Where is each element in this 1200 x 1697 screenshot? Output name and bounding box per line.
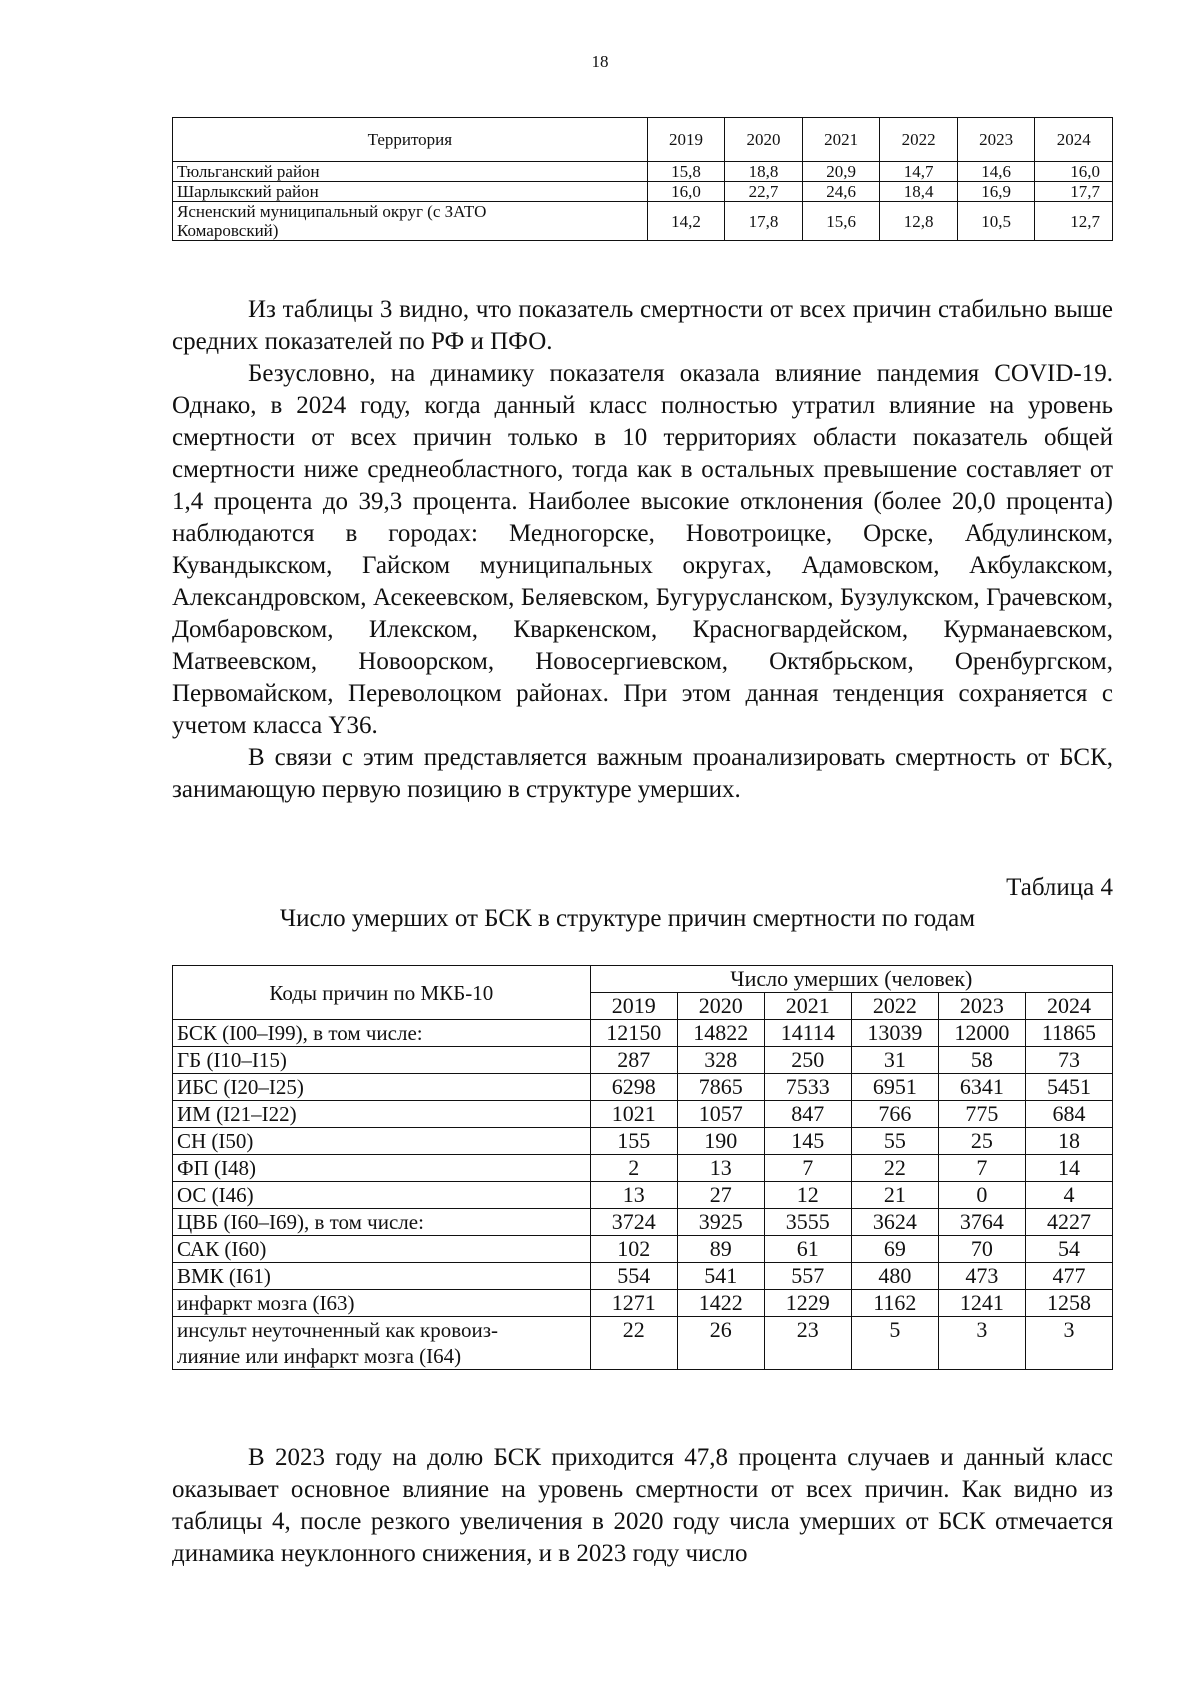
paragraph: В 2023 году на долю БСК приходится 47,8 процента случаев и данный класс оказывает основное влияние на уровень смертности от всех причин. Как видно из таблицы 4, после резкого увеличения в 2020 году числа умерших от БСК отмечается динамика неуклонного снижения, и в 2023 году число: [172, 1444, 1113, 1567]
table-title-text: Число умерших от БСК в структуре причин смертности по годам: [279, 905, 976, 932]
table-cell: 15,8: [647, 162, 725, 182]
table-cell: 70: [938, 1236, 1025, 1263]
table-row: [173, 162, 1113, 182]
cause-name: ИМ (I21–I22): [173, 1101, 591, 1128]
table-cell: 22: [590, 1317, 677, 1370]
table-cell: 14,6: [957, 162, 1035, 182]
table-cell: 12,7: [1035, 202, 1113, 241]
table-cell: 23: [764, 1317, 851, 1370]
table-cell: 250: [764, 1047, 851, 1074]
table-cell: 12000: [938, 1020, 1025, 1047]
table-cell: 13: [590, 1182, 677, 1209]
cause-name: инфаркт мозга (I63): [173, 1290, 591, 1317]
table-cell: 13039: [851, 1020, 938, 1047]
table-cell: 69: [851, 1236, 938, 1263]
column-header: 2019: [590, 993, 677, 1020]
table-cell: 1422: [677, 1290, 764, 1317]
column-header: 2022: [880, 118, 958, 162]
table-cell: 473: [938, 1263, 1025, 1290]
cause-name: ВМК (I61): [173, 1263, 591, 1290]
table-cell: 541: [677, 1263, 764, 1290]
table-row: [173, 202, 1113, 241]
table-cell: 22,7: [725, 182, 803, 202]
table-cell: 18: [1025, 1128, 1112, 1155]
table-cell: 3: [938, 1317, 1025, 1370]
page-number: 18: [591, 52, 609, 71]
territory-name: Шарлыкский район: [173, 182, 648, 202]
table-cell: 6341: [938, 1074, 1025, 1101]
table-title: [0, 905, 1200, 933]
table-cell: 1057: [677, 1101, 764, 1128]
cause-name: САК (I60): [173, 1236, 591, 1263]
table-cell: 3925: [677, 1209, 764, 1236]
table-cell: 12150: [590, 1020, 677, 1047]
cause-name: ЦВБ (I60–I69), в том числе:: [173, 1209, 591, 1236]
table-cell: 6298: [590, 1074, 677, 1101]
column-header: 2021: [764, 993, 851, 1020]
table-cell: 145: [764, 1128, 851, 1155]
table-row: [173, 1020, 1113, 1047]
paragraph: Безусловно, на динамику показателя оказала влияние пандемия COVID-19. Однако, в 2024 году, когда данный класс полностью утратил влияние на уровень смертности от всех причин только в 10 территориях области показатель общей смертности ниже среднеобластного, тогда как в остальных превышение составляет от 1,4 процента до 39,3 процента. Наиболее высокие отклонения (более 20,0 процента) наблюдаются в городах: Медногорске, Новотроицке, Орске, Абдулинском, Кувандыкском, Гайском муниципальных округах, Адамовском, Акбулакском, Александровском, Асекеевском, Беляевском, Бугурусланском, Бузулукском, Грачевском, Домбаровском, Илекском, Кваркенском, Красногвардейском, Курманаевском, Матвеевском, Новоорском, Новосергиевском, Октябрьском, Оренбургском, Первомайском, Переволоцком районах. При этом данная тенденция сохраняется с учетом класса Y36.: [172, 360, 1113, 739]
table-cell: 22: [851, 1155, 938, 1182]
cause-name: [173, 1317, 591, 1370]
table-cell: 7: [764, 1155, 851, 1182]
table-cell: 847: [764, 1101, 851, 1128]
table-cell: 13: [677, 1155, 764, 1182]
cause-name: ФП (I48): [173, 1155, 591, 1182]
table-cell: 73: [1025, 1047, 1112, 1074]
table-cell: 1021: [590, 1101, 677, 1128]
table-cell: 21: [851, 1182, 938, 1209]
table-row: [173, 1290, 1113, 1317]
table-cell: 61: [764, 1236, 851, 1263]
column-header: 2024: [1035, 118, 1113, 162]
cause-name: ГБ (I10–I15): [173, 1047, 591, 1074]
table-cell: 14822: [677, 1020, 764, 1047]
table-cell: 5: [851, 1317, 938, 1370]
table-cell: 6951: [851, 1074, 938, 1101]
table-label: Таблица 4: [1006, 874, 1113, 901]
table-cell: 3624: [851, 1209, 938, 1236]
cause-name: СН (I50): [173, 1128, 591, 1155]
table-cell: 3724: [590, 1209, 677, 1236]
column-header: Территория: [173, 118, 648, 162]
table-cell: 3764: [938, 1209, 1025, 1236]
table-cell: 58: [938, 1047, 1025, 1074]
table-cell: 477: [1025, 1263, 1112, 1290]
territory-name: Тюльганский район: [173, 162, 648, 182]
table-row: [173, 182, 1113, 202]
table-row: [173, 1155, 1113, 1182]
table-cell: 3: [1025, 1317, 1112, 1370]
table-cell: 7865: [677, 1074, 764, 1101]
column-header: 2019: [647, 118, 725, 162]
table-cell: 17,8: [725, 202, 803, 241]
table-cell: 15,6: [802, 202, 880, 241]
body-text: [172, 294, 1113, 806]
territory-table: [172, 117, 1113, 241]
table-header-row: [173, 118, 1113, 162]
cause-name-line: лияние или инфаркт мозга (I64): [177, 1344, 462, 1368]
table-cell: 1229: [764, 1290, 851, 1317]
table-cell: 480: [851, 1263, 938, 1290]
table-cell: 5451: [1025, 1074, 1112, 1101]
table-cell: 14114: [764, 1020, 851, 1047]
column-header: 2023: [938, 993, 1025, 1020]
cause-name: БСК (I00–I99), в том числе:: [173, 1020, 591, 1047]
table-cell: 766: [851, 1101, 938, 1128]
table-cell: 2: [590, 1155, 677, 1182]
table-cell: 684: [1025, 1101, 1112, 1128]
body-text: [172, 1442, 1113, 1570]
table-cell: 4: [1025, 1182, 1112, 1209]
table-cell: 14,2: [647, 202, 725, 241]
table-cell: 16,0: [1035, 162, 1113, 182]
table-cell: 1162: [851, 1290, 938, 1317]
column-group-header: Число умерших (человек): [590, 966, 1112, 993]
table-cell: 1241: [938, 1290, 1025, 1317]
column-header: 2020: [677, 993, 764, 1020]
table-row: [173, 1047, 1113, 1074]
table-cell: 3555: [764, 1209, 851, 1236]
table-cell: 18,8: [725, 162, 803, 182]
table-cell: 11865: [1025, 1020, 1112, 1047]
table-row: [173, 1209, 1113, 1236]
table-cell: 7533: [764, 1074, 851, 1101]
column-header: 2020: [725, 118, 803, 162]
table-cell: 55: [851, 1128, 938, 1155]
table-cell: 554: [590, 1263, 677, 1290]
table-cell: 16,9: [957, 182, 1035, 202]
table-cell: 54: [1025, 1236, 1112, 1263]
paragraph: В связи с этим представляется важным проанализировать смертность от БСК, занимающую первую позицию в структуре умерших.: [172, 744, 1113, 803]
table-cell: 14,7: [880, 162, 958, 182]
cause-name: ОС (I46): [173, 1182, 591, 1209]
table-cell: 24,6: [802, 182, 880, 202]
paragraph: Из таблицы 3 видно, что показатель смертности от всех причин стабильно выше средних показателей по РФ и ПФО.: [172, 296, 1113, 355]
table-cell: 14: [1025, 1155, 1112, 1182]
table-body: [173, 1020, 1113, 1370]
table-cell: 287: [590, 1047, 677, 1074]
table-cell: 102: [590, 1236, 677, 1263]
column-header: Коды причин по МКБ-10: [173, 966, 591, 1020]
table-cell: 1271: [590, 1290, 677, 1317]
deaths-table: [172, 965, 1113, 1370]
table-cell: 17,7: [1035, 182, 1113, 202]
table-cell: 7: [938, 1155, 1025, 1182]
table-header-row: [173, 966, 1113, 993]
territory-name: [173, 202, 648, 241]
table-row: [173, 1263, 1113, 1290]
table-row: [173, 1101, 1113, 1128]
table-cell: 27: [677, 1182, 764, 1209]
table-cell: 1258: [1025, 1290, 1112, 1317]
table-cell: 12: [764, 1182, 851, 1209]
column-header: 2022: [851, 993, 938, 1020]
table-cell: 155: [590, 1128, 677, 1155]
table-row: [173, 1182, 1113, 1209]
cause-name: ИБС (I20–I25): [173, 1074, 591, 1101]
table-row: [173, 1128, 1113, 1155]
column-header: 2021: [802, 118, 880, 162]
table-row: [173, 1317, 1113, 1370]
table-cell: 12,8: [880, 202, 958, 241]
table-cell: 89: [677, 1236, 764, 1263]
column-header: 2024: [1025, 993, 1112, 1020]
table-cell: 328: [677, 1047, 764, 1074]
table-cell: 20,9: [802, 162, 880, 182]
table-cell: 775: [938, 1101, 1025, 1128]
table-cell: 0: [938, 1182, 1025, 1209]
table-cell: 26: [677, 1317, 764, 1370]
territory-name-line: Ясненский муниципальный округ (с ЗАТО: [177, 202, 487, 221]
column-header: 2023: [957, 118, 1035, 162]
cause-name-line: инсульт неуточненный как кровоиз-: [177, 1318, 499, 1342]
table-cell: 16,0: [647, 182, 725, 202]
table-cell: 190: [677, 1128, 764, 1155]
territory-name-line: Комаровский): [177, 221, 279, 240]
table-cell: 10,5: [957, 202, 1035, 241]
table-cell: 31: [851, 1047, 938, 1074]
table-row: [173, 1074, 1113, 1101]
table-cell: 25: [938, 1128, 1025, 1155]
table-row: [173, 1236, 1113, 1263]
table-cell: 557: [764, 1263, 851, 1290]
table-cell: 4227: [1025, 1209, 1112, 1236]
table-cell: 18,4: [880, 182, 958, 202]
